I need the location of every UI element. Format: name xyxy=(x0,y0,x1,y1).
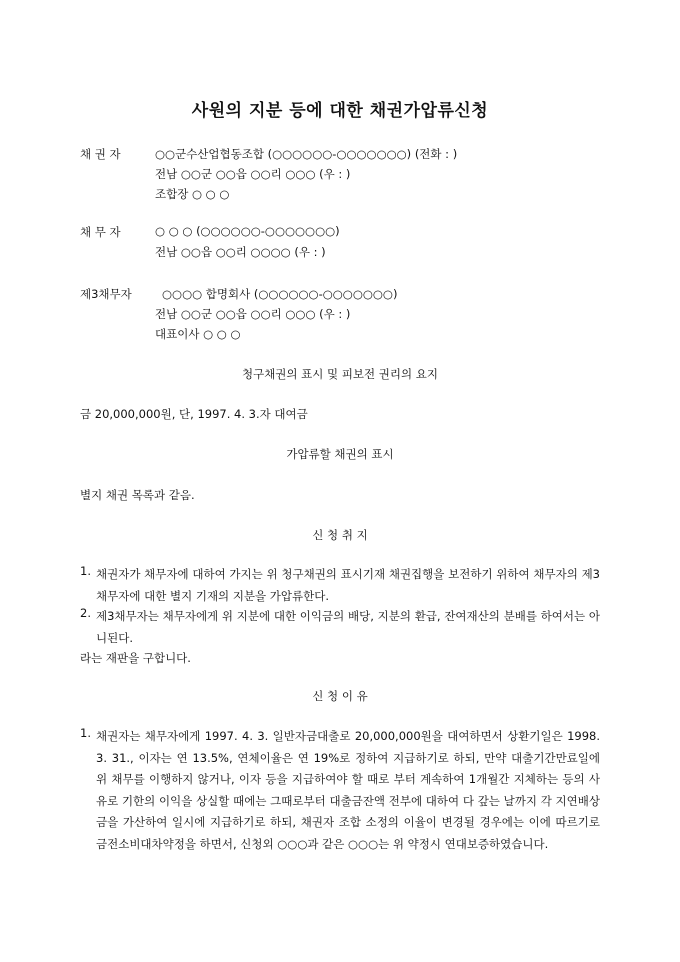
third-debtor-label: 제3채무자 xyxy=(80,287,132,301)
item-number: 1. xyxy=(80,726,91,740)
purpose-heading: 신 청 취 지 xyxy=(312,528,368,542)
document-title: 사원의 지분 등에 대한 채권가압류신청 xyxy=(191,101,489,121)
debtor-label: 채 무 자 xyxy=(80,225,121,239)
purpose-item xyxy=(80,606,600,649)
creditor-representative: 조합장 ○ ○ ○ xyxy=(155,187,230,201)
item-text: 채권자는 채무자에게 1997. 4. 3. 일반자금대출로 20,000,000원을 대여하면서 상환기일은 1998. 3. 31., 이자는 연 13.5%, 연체이율은 연 19%로 정하여 지급하기로 하되, 만약 대출기간만료일에 위 채무를 이행하지 않거나, 이자 등을 지급하여야 할 때로 부터 계속하여 1개월간 지체하는 등의 사유로 기한의 이익을 상실할 때에는 그때로부터 대출금잔액 전부에 대하여 다 갚는 날까지 각 지연배상금을 가산하여 일시에 지급하기로 하되, 채권자 조합 소정의 이율이 변경될 경우에는 이에 따르기로 금전소비대차약정을 하면서, 신청외 ○○○과 같은 ○○○는 위 약정시 연대보증하였습니다. xyxy=(96,729,600,851)
claim-amount: 금 20,000,000원, 단, 1997. 4. 3.자 대여금 xyxy=(80,407,308,421)
item-number: 2. xyxy=(80,606,91,620)
purpose-closing: 라는 재판을 구합니다. xyxy=(80,651,191,665)
creditor-label: 채 권 자 xyxy=(80,147,121,161)
purpose-item xyxy=(80,564,600,607)
third-debtor-representative: 대표이사 ○ ○ ○ xyxy=(155,327,241,341)
seizure-heading: 가압류할 채권의 표시 xyxy=(286,447,394,461)
creditor-name: ○○군수산업협동조합 (○○○○○○-○○○○○○○) (전화 : ) xyxy=(155,147,458,161)
third-debtor-name: ○○○○ 합명회사 (○○○○○○-○○○○○○○) xyxy=(162,287,398,301)
item-text: 채권자가 채무자에 대하여 가지는 위 청구채권의 표시기재 채권집행을 보전하기 위하여 채무자의 제3채무자에 대한 별지 기재의 지분을 가압류한다. xyxy=(96,567,600,603)
third-debtor-address: 전남 ○○군 ○○읍 ○○리 ○○○ (우 : ) xyxy=(155,307,351,321)
claim-heading: 청구채권의 표시 및 피보전 권리의 요지 xyxy=(241,367,439,381)
item-text: 제3채무자는 채무자에게 위 지분에 대한 이익금의 배당, 지분의 환급, 잔여재산의 분배를 하여서는 아니된다. xyxy=(96,609,600,645)
debtor-address: 전남 ○○읍 ○○리 ○○○○ (우 : ) xyxy=(155,245,326,259)
item-number: 1. xyxy=(80,564,91,578)
creditor-address: 전남 ○○군 ○○읍 ○○리 ○○○ (우 : ) xyxy=(155,167,351,181)
reason-heading: 신 청 이 유 xyxy=(312,689,368,703)
debtor-name: ○ ○ ○ (○○○○○○-○○○○○○○) xyxy=(155,224,340,238)
seizure-text: 별지 채권 목록과 같음. xyxy=(80,488,195,502)
reason-item xyxy=(80,726,600,855)
